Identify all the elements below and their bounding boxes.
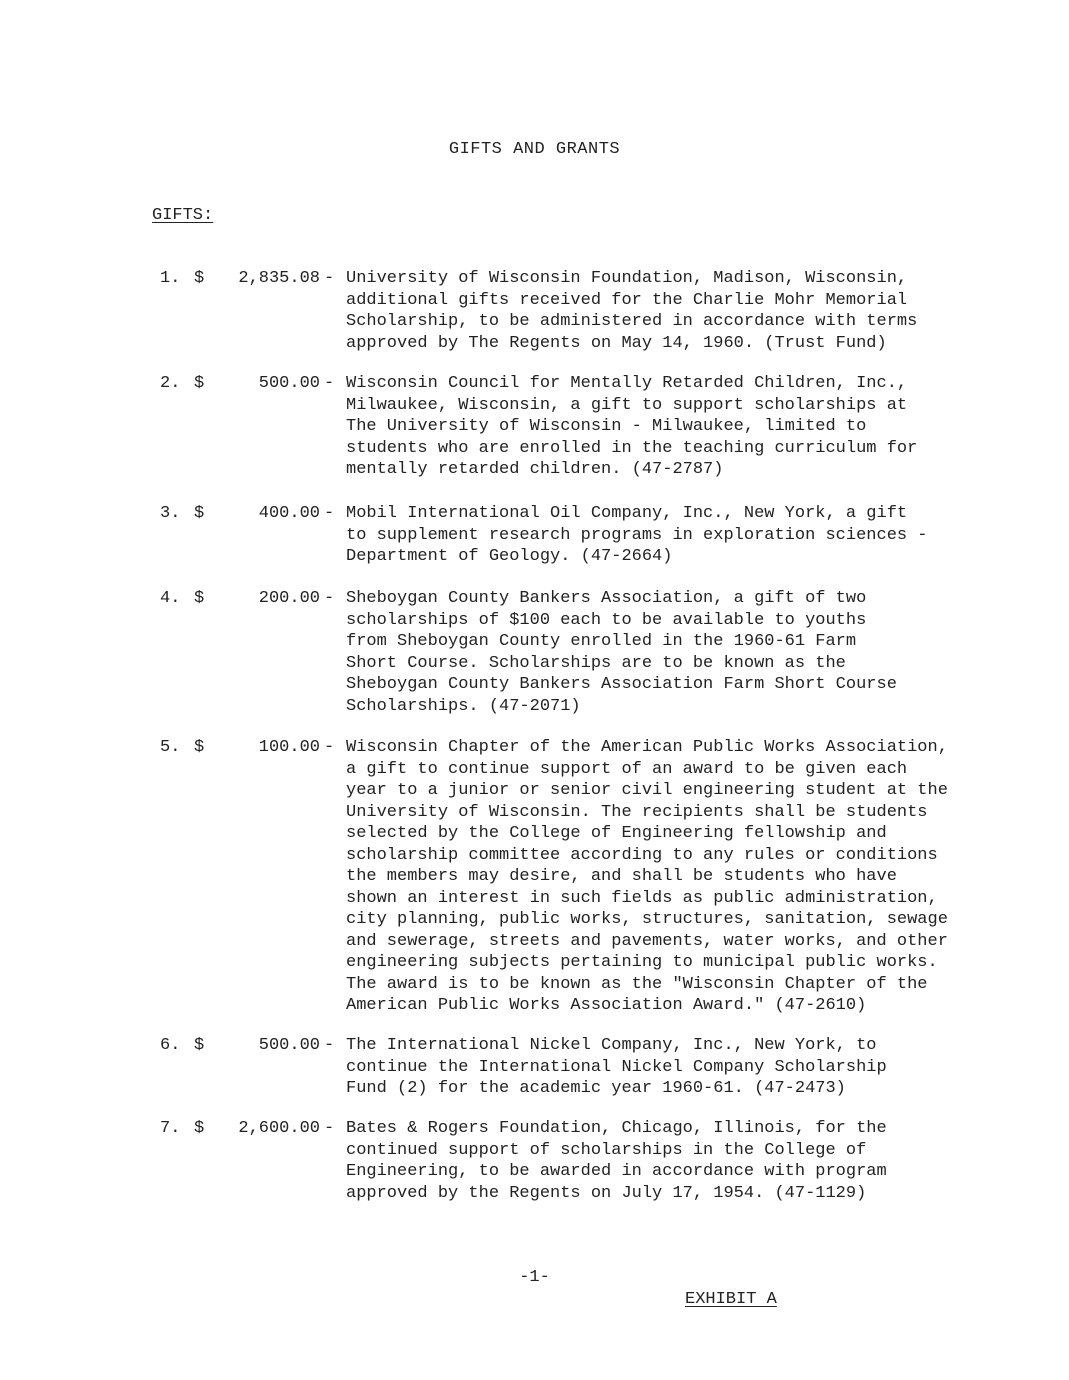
gift-amount: 400.00 xyxy=(258,504,320,523)
gift-amount: 2,600.00 xyxy=(238,1119,320,1138)
document-title: GIFTS AND GRANTS xyxy=(448,140,621,159)
separator-dash: - xyxy=(324,1119,335,1138)
currency-symbol: $ xyxy=(194,738,205,757)
gift-number: 7. xyxy=(160,1119,181,1138)
gift-number: 1. xyxy=(160,269,181,288)
separator-dash: - xyxy=(324,589,335,608)
separator-dash: - xyxy=(324,1036,335,1055)
gift-description: Wisconsin Council for Mentally Retarded Children, Inc., Milwaukee, Wisconsin, a gift to support scholarships at The University of Wisconsin - Milwaukee, limited to students who are enrolled in the teaching curriculum for mentally retarded children. (47-2787) xyxy=(346,374,918,479)
gift-description: Wisconsin Chapter of the American Public Works Association, a gift to continue support of an award to be given each year to a junior or senior civil engineering student at the University of Wisconsin. The recipients shall be students selected by the College of Engineering fellowship and scholarship committee according to any rules or conditions the members may desire, and shall be students who have shown an interest in such fields as public administration, city planning, public works, structures, sanitation, sewage and sewerage, streets and pavements, water works, and other engineering subjects pertaining to municipal public works. The award is to be known as the "Wisconsin Chapter of the American Public Works Association Award." (47-2610) xyxy=(346,738,948,1015)
gift-number: 4. xyxy=(160,589,181,608)
separator-dash: - xyxy=(324,374,335,393)
gift-description: Sheboygan County Bankers Association, a gift of two scholarships of $100 each to be available to youths from Sheboygan County enrolled in the 1960-61 Farm Short Course. Scholarships are to be known as the Sheboygan County Bankers Association Farm Short Course Scholarships. (47-2071) xyxy=(346,589,897,716)
gift-description: University of Wisconsin Foundation, Madison, Wisconsin, additional gifts received for the Charlie Mohr Memorial Scholarship, to be administered in accordance with terms approved by The Regents on May 14, 1960. (Trust Fund) xyxy=(346,269,918,353)
separator-dash: - xyxy=(324,738,335,757)
currency-symbol: $ xyxy=(194,1036,205,1055)
separator-dash: - xyxy=(324,269,335,288)
currency-symbol: $ xyxy=(194,269,205,288)
separator-dash: - xyxy=(324,504,335,523)
gift-amount: 2,835.08 xyxy=(238,269,320,288)
gift-number: 3. xyxy=(160,504,181,523)
currency-symbol: $ xyxy=(194,1119,205,1138)
gift-amount: 500.00 xyxy=(258,374,320,393)
gift-description: Bates & Rogers Foundation, Chicago, Illinois, for the continued support of scholarships in the College of Engineering, to be awarded in accordance with program approved by the Regents on July 17, 1954. (47-1129) xyxy=(346,1119,887,1203)
gift-number: 5. xyxy=(160,738,181,757)
gift-description: The International Nickel Company, Inc., New York, to continue the International Nickel Company Scholarship Fund (2) for the academic year 1960-61. (47-2473) xyxy=(346,1036,887,1098)
gift-amount: 100.00 xyxy=(258,738,320,757)
currency-symbol: $ xyxy=(194,374,205,393)
currency-symbol: $ xyxy=(194,504,205,523)
gift-description: Mobil International Oil Company, Inc., New York, a gift to supplement research programs in exploration sciences - Department of Geology. (47-2664) xyxy=(346,504,928,566)
gift-amount: 200.00 xyxy=(258,589,320,608)
exhibit-label: EXHIBIT A xyxy=(685,1290,777,1309)
gift-number: 6. xyxy=(160,1036,181,1055)
currency-symbol: $ xyxy=(194,589,205,608)
gift-number: 2. xyxy=(160,374,181,393)
gift-amount: 500.00 xyxy=(258,1036,320,1055)
section-heading-gifts: GIFTS: xyxy=(152,206,214,225)
page-number: -1- xyxy=(519,1268,550,1287)
